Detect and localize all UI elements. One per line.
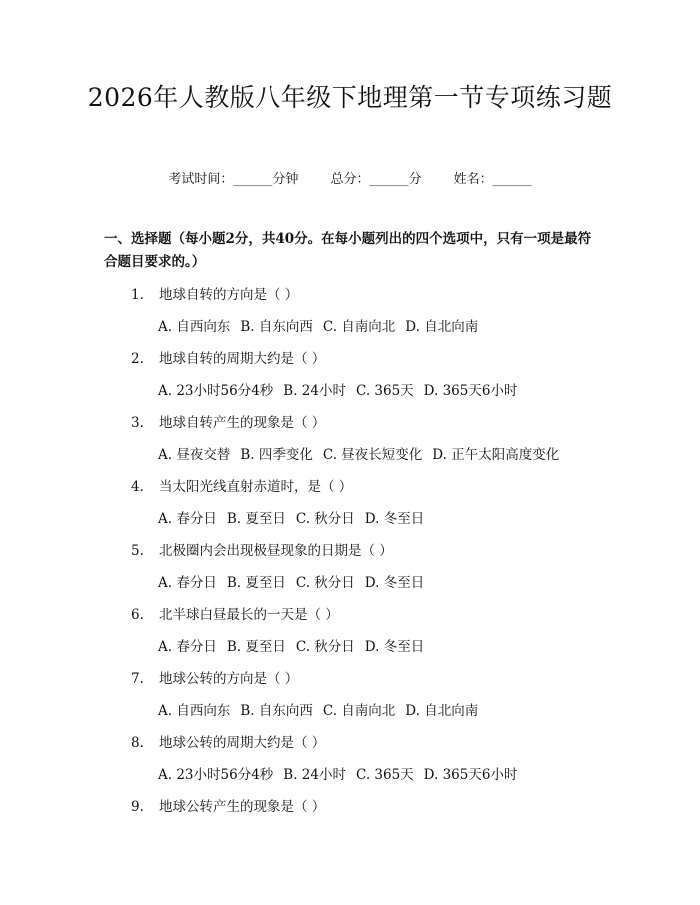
option-item: B. 自东向西 — [240, 703, 313, 719]
question-item — [131, 603, 339, 623]
option-item: C. 自南向北 — [322, 703, 396, 719]
option-item: D. 365天6小时 — [423, 767, 518, 783]
option-item: A. 春分日 — [158, 639, 217, 655]
question-item — [131, 667, 298, 687]
option-item: A. 昼夜交替 — [158, 447, 231, 463]
question-text: 北极圈内会出现极昼现象的日期是（ ） — [159, 543, 393, 559]
question-text: 地球自转的方向是（ ） — [159, 287, 299, 303]
option-item: A. 春分日 — [158, 575, 217, 591]
option-item: B. 夏至日 — [226, 639, 286, 655]
option-item: D. 冬至日 — [364, 639, 425, 655]
question-item — [131, 475, 352, 495]
option-item: B. 24小时 — [283, 383, 346, 399]
question-number: 5. — [131, 543, 144, 559]
question-number: 4. — [131, 479, 144, 495]
page-title: 2026年人教版八年级下地理第一节专项练习题 — [87, 83, 613, 112]
option-item: A. 23小时56分4秒 — [158, 383, 274, 399]
question-text: 地球自转的周期大约是（ ） — [159, 351, 326, 367]
question-text: 地球公转的方向是（ ） — [159, 671, 299, 687]
question-item — [131, 539, 393, 559]
option-item: B. 夏至日 — [226, 575, 286, 591]
question-item — [131, 283, 298, 303]
question-item — [131, 731, 325, 751]
option-item: A. 自西向东 — [158, 319, 231, 335]
question-text: 北半球白昼最长的一天是（ ） — [159, 607, 339, 623]
option-item: B. 夏至日 — [226, 511, 286, 527]
question-number: 3. — [131, 415, 144, 431]
question-text: 地球公转产生的现象是（ ） — [159, 799, 326, 815]
option-item: C. 秋分日 — [295, 511, 355, 527]
option-item: A. 自西向东 — [158, 703, 231, 719]
option-item: B. 24小时 — [283, 767, 346, 783]
question-number: 2. — [131, 351, 144, 367]
question-item — [131, 411, 325, 431]
option-item: D. 冬至日 — [364, 511, 425, 527]
option-row — [158, 443, 569, 463]
question-number: 6. — [131, 607, 144, 623]
option-item: C. 365天 — [355, 383, 414, 399]
option-item: A. 春分日 — [158, 511, 217, 527]
option-item: D. 365天6小时 — [423, 383, 518, 399]
option-item: C. 昼夜长短变化 — [322, 447, 423, 463]
option-item: D. 自北向南 — [405, 319, 479, 335]
exam-meta — [0, 168, 700, 187]
section-heading: 一、选择题（每小题2分，共40分。在每小题列出的四个选项中，只有一项是最符合题目要求的。） — [104, 231, 592, 270]
option-row — [158, 699, 488, 719]
question-number: 8. — [131, 735, 144, 751]
option-item: C. 365天 — [355, 767, 414, 783]
total-score-field: 总分：______分 — [330, 172, 422, 187]
option-row — [158, 763, 527, 783]
question-text: 当太阳光线直射赤道时，是（ ） — [159, 479, 353, 495]
option-item: C. 自南向北 — [322, 319, 396, 335]
question-number: 7. — [131, 671, 144, 687]
question-item — [131, 795, 325, 815]
option-row — [158, 315, 488, 335]
exam-time-field: 考试时间：______分钟 — [168, 172, 299, 187]
option-item: B. 四季变化 — [240, 447, 313, 463]
question-number: 9. — [131, 799, 144, 815]
option-item: D. 正午太阳高度变化 — [432, 447, 560, 463]
question-text: 地球公转的周期大约是（ ） — [159, 735, 326, 751]
question-item — [131, 347, 325, 367]
option-item: B. 自东向西 — [240, 319, 313, 335]
option-item: C. 秋分日 — [295, 575, 355, 591]
option-row — [158, 507, 434, 527]
option-item: C. 秋分日 — [295, 639, 355, 655]
option-row — [158, 379, 527, 399]
option-row — [158, 635, 434, 655]
student-name-field: 姓名：______ — [453, 172, 532, 187]
option-item: D. 冬至日 — [364, 575, 425, 591]
question-text: 地球自转产生的现象是（ ） — [159, 415, 326, 431]
option-row — [158, 571, 434, 591]
option-item: D. 自北向南 — [405, 703, 479, 719]
option-item: A. 23小时56分4秒 — [158, 767, 274, 783]
question-number: 1. — [131, 287, 144, 303]
